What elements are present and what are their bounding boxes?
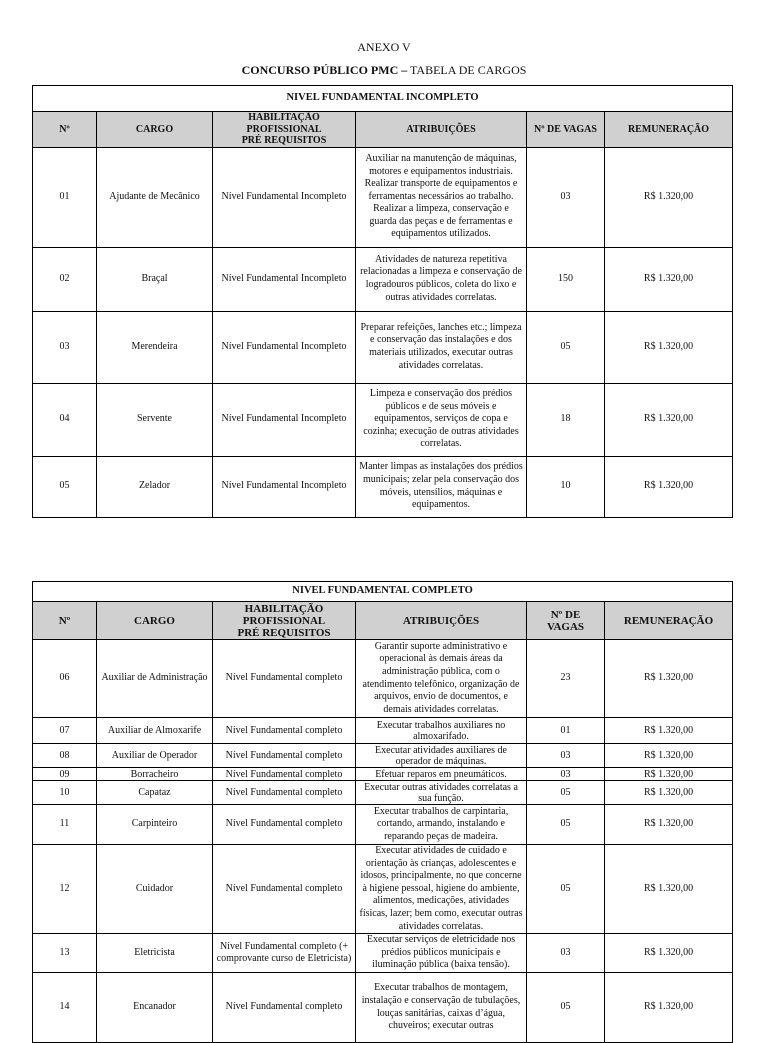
cell-remuneracao: R$ 1.320,00 — [605, 718, 733, 744]
cell-num: 03 — [33, 311, 97, 383]
cell-num: 04 — [33, 383, 97, 456]
cell-cargo: Auxiliar de Operador — [97, 744, 213, 768]
table-row — [33, 768, 733, 781]
cell-vagas: 05 — [527, 805, 605, 845]
cell-remuneracao: R$ 1.320,00 — [605, 311, 733, 383]
table-row — [33, 744, 733, 768]
cell-vagas: 03 — [527, 147, 605, 247]
cell-cargo: Borracheiro — [97, 768, 213, 781]
cell-num: 10 — [33, 781, 97, 805]
cell-num: 11 — [33, 805, 97, 845]
cell-habilitacao: Nível Fundamental completo — [213, 640, 356, 718]
cell-atribuicoes: Atividades de natureza repetitiva relacionadas a limpeza e conservação de logradouros públicos, coleta do lixo e outras atividades correlatas. — [356, 247, 527, 311]
cell-cargo: Braçal — [97, 247, 213, 311]
col-header-vagas: Nº DE VAGAS — [527, 112, 605, 148]
cell-num: 01 — [33, 147, 97, 247]
cell-atribuicoes: Executar atividades auxiliares de operador de máquinas. — [356, 744, 527, 768]
section-title: NIVEL FUNDAMENTAL INCOMPLETO — [33, 86, 733, 112]
col-header-num: Nº — [33, 112, 97, 148]
document-title — [0, 63, 768, 77]
cell-atribuicoes: Executar trabalhos auxiliares no almoxarifado. — [356, 718, 527, 744]
cell-vagas: 05 — [527, 973, 605, 1043]
table-row — [33, 311, 733, 383]
table-row — [33, 640, 733, 718]
cell-atribuicoes: Garantir suporte administrativo e operacional às demais áreas da administração pública, com o atendimento telefônico, organização de arquivos, envio de documentos, e demais atividades correlatas. — [356, 640, 527, 718]
cell-vagas: 03 — [527, 744, 605, 768]
cell-habilitacao: Nível Fundamental completo — [213, 744, 356, 768]
cell-atribuicoes: Efetuar reparos em pneumáticos. — [356, 768, 527, 781]
cell-atribuicoes: Manter limpas as instalações dos prédios municipais; zelar pela conservação dos móveis, utensílios, máquinas e equipamentos. — [356, 456, 527, 517]
col-header-cargo: CARGO — [97, 602, 213, 640]
section-title: NIVEL FUNDAMENTAL COMPLETO — [33, 582, 733, 602]
cell-num: 05 — [33, 456, 97, 517]
cell-vagas: 01 — [527, 718, 605, 744]
cell-cargo: Capataz — [97, 781, 213, 805]
cell-habilitacao: Nível Fundamental Incompleto — [213, 456, 356, 517]
table-row — [33, 383, 733, 456]
cell-cargo: Auxiliar de Administração — [97, 640, 213, 718]
cell-cargo: Zelador — [97, 456, 213, 517]
cell-habilitacao: Nível Fundamental Incompleto — [213, 383, 356, 456]
cell-cargo: Servente — [97, 383, 213, 456]
col-header-remuneracao: REMUNERAÇÃO — [605, 112, 733, 148]
col-header-cargo: CARGO — [97, 112, 213, 148]
cell-atribuicoes: Preparar refeições, lanches etc.; limpeza e conservação das instalações e dos materiais utilizados, executar outras atividades correlatas. — [356, 311, 527, 383]
cell-atribuicoes: Executar serviços de eletricidade nos prédios públicos municipais e iluminação pública (baixa tensão). — [356, 934, 527, 973]
cell-habilitacao: Nível Fundamental completo — [213, 805, 356, 845]
cell-num: 06 — [33, 640, 97, 718]
col-header-vagas: Nº DE VAGAS — [527, 602, 605, 640]
cell-atribuicoes: Executar outras atividades correlatas a sua função. — [356, 781, 527, 805]
cell-vagas: 05 — [527, 845, 605, 934]
table-row — [33, 147, 733, 247]
cell-vagas: 05 — [527, 781, 605, 805]
cell-habilitacao: Nível Fundamental completo — [213, 768, 356, 781]
cell-vagas: 10 — [527, 456, 605, 517]
col-header-atribuicoes: ATRIBUIÇÕES — [356, 602, 527, 640]
cell-atribuicoes: Executar trabalhos de carpintaria, cortando, armando, instalando e reparando peças de madeira. — [356, 805, 527, 845]
table-fundamental-completo — [32, 581, 733, 1043]
table-row — [33, 247, 733, 311]
annex-heading: ANEXO V — [357, 40, 411, 54]
cell-atribuicoes: Executar trabalhos de montagem, instalação e conservação de tubulações, louças sanitárias, caixas d’água, chuveiros; executar outras — [356, 973, 527, 1043]
cell-remuneracao: R$ 1.320,00 — [605, 744, 733, 768]
cell-remuneracao: R$ 1.320,00 — [605, 247, 733, 311]
title-rest: TABELA DE CARGOS — [407, 63, 527, 77]
cell-cargo: Encanador — [97, 973, 213, 1043]
cell-vagas: 18 — [527, 383, 605, 456]
cell-cargo: Ajudante de Mecânico — [97, 147, 213, 247]
cell-habilitacao: Nível Fundamental completo (+ comprovante curso de Eletricista) — [213, 934, 356, 973]
cell-atribuicoes: Executar atividades de cuidado e orientação às crianças, adolescentes e idosos, principalmente, no que concerne à higiene pessoal, higiene do ambiente, alimentos, medicações, atividades físicas, lazer; bem como, executar outras atividades correlatas. — [356, 845, 527, 934]
table-row — [33, 805, 733, 845]
cell-num: 08 — [33, 744, 97, 768]
col-header-habilitacao: HABILITAÇÃO PROFISSIONAL PRÉ REQUISITOS — [213, 112, 356, 148]
table-row — [33, 845, 733, 934]
cell-num: 14 — [33, 973, 97, 1043]
table-row — [33, 718, 733, 744]
cell-habilitacao: Nível Fundamental completo — [213, 973, 356, 1043]
cell-num: 12 — [33, 845, 97, 934]
cell-num: 13 — [33, 934, 97, 973]
cell-vagas: 23 — [527, 640, 605, 718]
cell-remuneracao: R$ 1.320,00 — [605, 768, 733, 781]
cell-habilitacao: Nível Fundamental completo — [213, 718, 356, 744]
cell-cargo: Merendeira — [97, 311, 213, 383]
cell-remuneracao: R$ 1.320,00 — [605, 845, 733, 934]
cell-atribuicoes: Limpeza e conservação dos prédios públicos e de seus móveis e equipamentos, serviços de copa e cozinha; execução de outras atividades correlatas. — [356, 383, 527, 456]
cell-remuneracao: R$ 1.320,00 — [605, 640, 733, 718]
cell-habilitacao: Nível Fundamental Incompleto — [213, 311, 356, 383]
cell-remuneracao: R$ 1.320,00 — [605, 781, 733, 805]
cell-num: 07 — [33, 718, 97, 744]
table-row — [33, 456, 733, 517]
cell-cargo: Cuidador — [97, 845, 213, 934]
col-header-num: Nº — [33, 602, 97, 640]
table-row — [33, 973, 733, 1043]
cell-cargo: Carpinteiro — [97, 805, 213, 845]
cell-habilitacao: Nível Fundamental completo — [213, 781, 356, 805]
col-header-habilitacao: HABILITAÇÃO PROFISSIONAL PRÉ REQUISITOS — [213, 602, 356, 640]
cell-remuneracao: R$ 1.320,00 — [605, 934, 733, 973]
cell-remuneracao: R$ 1.320,00 — [605, 973, 733, 1043]
cell-remuneracao: R$ 1.320,00 — [605, 147, 733, 247]
cell-vagas: 03 — [527, 934, 605, 973]
cell-habilitacao: Nível Fundamental Incompleto — [213, 247, 356, 311]
table-row — [33, 781, 733, 805]
col-header-atribuicoes: ATRIBUIÇÕES — [356, 112, 527, 148]
cell-atribuicoes: Auxiliar na manutenção de máquinas, motores e equipamentos industriais. Realizar transporte de equipamentos e ferramentas necessários ao trabalho. Realizar a limpeza, conservação e guarda das peças e de ferramentas e equipamentos utilizados. — [356, 147, 527, 247]
cell-vagas: 03 — [527, 768, 605, 781]
cell-habilitacao: Nível Fundamental completo — [213, 845, 356, 934]
table-fundamental-incompleto — [32, 85, 733, 518]
cell-habilitacao: Nível Fundamental Incompleto — [213, 147, 356, 247]
cell-num: 09 — [33, 768, 97, 781]
cell-cargo: Auxiliar de Almoxarife — [97, 718, 213, 744]
cell-cargo: Eletricista — [97, 934, 213, 973]
cell-remuneracao: R$ 1.320,00 — [605, 383, 733, 456]
cell-vagas: 05 — [527, 311, 605, 383]
cell-remuneracao: R$ 1.320,00 — [605, 805, 733, 845]
col-header-remuneracao: REMUNERAÇÃO — [605, 602, 733, 640]
cell-num: 02 — [33, 247, 97, 311]
cell-remuneracao: R$ 1.320,00 — [605, 456, 733, 517]
table-row — [33, 934, 733, 973]
title-bold: CONCURSO PÚBLICO PMC – — [241, 63, 408, 77]
cell-vagas: 150 — [527, 247, 605, 311]
